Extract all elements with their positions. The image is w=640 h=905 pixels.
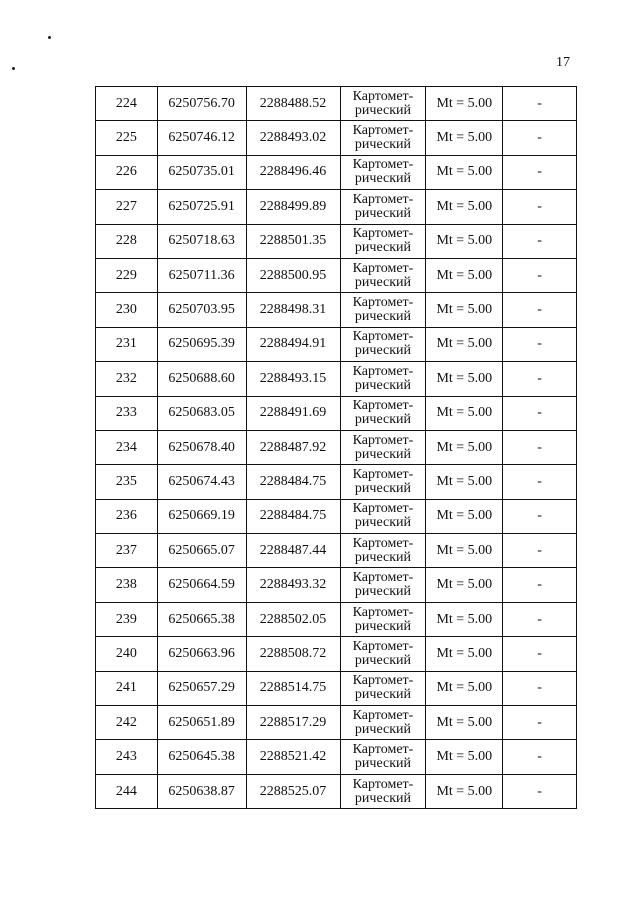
method-text: рический bbox=[354, 309, 412, 325]
point-number-cell: 234 bbox=[96, 430, 158, 464]
y-coordinate-cell: 2288493.15 bbox=[246, 362, 340, 396]
method-text: Картомет- bbox=[352, 501, 414, 517]
accuracy-cell: Mt = 5.00 bbox=[426, 465, 503, 499]
coordinates-table bbox=[95, 86, 577, 809]
method-cell bbox=[340, 121, 426, 155]
y-coordinate-cell: 2288496.46 bbox=[246, 155, 340, 189]
method-text: рический bbox=[354, 480, 412, 496]
x-coordinate-cell: 6250683.05 bbox=[157, 396, 246, 430]
method-text: Картомет- bbox=[352, 260, 414, 276]
note-cell: - bbox=[503, 87, 577, 121]
note-cell: - bbox=[503, 568, 577, 602]
table-row bbox=[96, 671, 577, 705]
y-coordinate-cell: 2288502.05 bbox=[246, 602, 340, 636]
point-number-cell: 237 bbox=[96, 534, 158, 568]
method-text: рический bbox=[354, 446, 412, 462]
method-text: Картомет- bbox=[352, 88, 414, 104]
table-row bbox=[96, 155, 577, 189]
accuracy-cell: Mt = 5.00 bbox=[426, 293, 503, 327]
x-coordinate-cell: 6250746.12 bbox=[157, 121, 246, 155]
x-coordinate-cell: 6250665.07 bbox=[157, 534, 246, 568]
point-number-cell: 244 bbox=[96, 774, 158, 808]
method-cell bbox=[340, 774, 426, 808]
point-number-cell: 236 bbox=[96, 499, 158, 533]
method-text: рический bbox=[354, 171, 412, 187]
x-coordinate-cell: 6250657.29 bbox=[157, 671, 246, 705]
x-coordinate-cell: 6250669.19 bbox=[157, 499, 246, 533]
method-cell bbox=[340, 706, 426, 740]
x-coordinate-cell: 6250651.89 bbox=[157, 706, 246, 740]
y-coordinate-cell: 2288521.42 bbox=[246, 740, 340, 774]
table-row bbox=[96, 258, 577, 292]
method-text: Картомет- bbox=[352, 295, 414, 311]
point-number-cell: 242 bbox=[96, 706, 158, 740]
y-coordinate-cell: 2288487.92 bbox=[246, 430, 340, 464]
method-text: рический bbox=[354, 274, 412, 290]
x-coordinate-cell: 6250735.01 bbox=[157, 155, 246, 189]
method-text: Картомет- bbox=[352, 432, 414, 448]
accuracy-cell: Mt = 5.00 bbox=[426, 121, 503, 155]
method-text: рический bbox=[354, 584, 412, 600]
note-cell: - bbox=[503, 774, 577, 808]
note-cell: - bbox=[503, 465, 577, 499]
note-cell: - bbox=[503, 224, 577, 258]
method-text: рический bbox=[354, 549, 412, 565]
note-cell: - bbox=[503, 362, 577, 396]
method-text: рический bbox=[354, 652, 412, 668]
table-body bbox=[96, 87, 577, 809]
table-row bbox=[96, 87, 577, 121]
table-row bbox=[96, 396, 577, 430]
method-text: Картомет- bbox=[352, 329, 414, 345]
note-cell: - bbox=[503, 602, 577, 636]
method-cell bbox=[340, 534, 426, 568]
y-coordinate-cell: 2288493.02 bbox=[246, 121, 340, 155]
table-row bbox=[96, 224, 577, 258]
x-coordinate-cell: 6250703.95 bbox=[157, 293, 246, 327]
point-number-cell: 226 bbox=[96, 155, 158, 189]
method-cell bbox=[340, 327, 426, 361]
x-coordinate-cell: 6250688.60 bbox=[157, 362, 246, 396]
method-text: рический bbox=[354, 205, 412, 221]
method-cell bbox=[340, 190, 426, 224]
x-coordinate-cell: 6250663.96 bbox=[157, 637, 246, 671]
note-cell: - bbox=[503, 637, 577, 671]
x-coordinate-cell: 6250725.91 bbox=[157, 190, 246, 224]
scan-speck bbox=[12, 67, 15, 70]
accuracy-cell: Mt = 5.00 bbox=[426, 602, 503, 636]
point-number-cell: 232 bbox=[96, 362, 158, 396]
note-cell: - bbox=[503, 293, 577, 327]
y-coordinate-cell: 2288525.07 bbox=[246, 774, 340, 808]
point-number-cell: 231 bbox=[96, 327, 158, 361]
point-number-cell: 233 bbox=[96, 396, 158, 430]
method-text: Картомет- bbox=[352, 638, 414, 654]
x-coordinate-cell: 6250756.70 bbox=[157, 87, 246, 121]
method-cell bbox=[340, 637, 426, 671]
method-text: Картомет- bbox=[352, 570, 414, 586]
method-text: рический bbox=[354, 240, 412, 256]
y-coordinate-cell: 2288494.91 bbox=[246, 327, 340, 361]
x-coordinate-cell: 6250695.39 bbox=[157, 327, 246, 361]
method-text: Картомет- bbox=[352, 535, 414, 551]
note-cell: - bbox=[503, 740, 577, 774]
accuracy-cell: Mt = 5.00 bbox=[426, 568, 503, 602]
point-number-cell: 235 bbox=[96, 465, 158, 499]
page-number: 17 bbox=[556, 55, 570, 70]
point-number-cell: 224 bbox=[96, 87, 158, 121]
x-coordinate-cell: 6250674.43 bbox=[157, 465, 246, 499]
table-row bbox=[96, 637, 577, 671]
accuracy-cell: Mt = 5.00 bbox=[426, 362, 503, 396]
note-cell: - bbox=[503, 499, 577, 533]
note-cell: - bbox=[503, 396, 577, 430]
method-cell bbox=[340, 155, 426, 189]
method-cell bbox=[340, 362, 426, 396]
method-text: рический bbox=[354, 102, 412, 118]
x-coordinate-cell: 6250665.38 bbox=[157, 602, 246, 636]
method-text: рический bbox=[354, 687, 412, 703]
accuracy-cell: Mt = 5.00 bbox=[426, 534, 503, 568]
method-text: Картомет- bbox=[352, 398, 414, 414]
method-text: Картомет- bbox=[352, 226, 414, 242]
accuracy-cell: Mt = 5.00 bbox=[426, 499, 503, 533]
x-coordinate-cell: 6250638.87 bbox=[157, 774, 246, 808]
y-coordinate-cell: 2288484.75 bbox=[246, 465, 340, 499]
point-number-cell: 228 bbox=[96, 224, 158, 258]
method-cell bbox=[340, 430, 426, 464]
accuracy-cell: Mt = 5.00 bbox=[426, 258, 503, 292]
method-cell bbox=[340, 258, 426, 292]
y-coordinate-cell: 2288500.95 bbox=[246, 258, 340, 292]
accuracy-cell: Mt = 5.00 bbox=[426, 706, 503, 740]
accuracy-cell: Mt = 5.00 bbox=[426, 637, 503, 671]
accuracy-cell: Mt = 5.00 bbox=[426, 190, 503, 224]
y-coordinate-cell: 2288501.35 bbox=[246, 224, 340, 258]
note-cell: - bbox=[503, 121, 577, 155]
note-cell: - bbox=[503, 706, 577, 740]
method-text: рический bbox=[354, 412, 412, 428]
method-text: рический bbox=[354, 618, 412, 634]
point-number-cell: 238 bbox=[96, 568, 158, 602]
note-cell: - bbox=[503, 190, 577, 224]
method-text: Картомет- bbox=[352, 157, 414, 173]
point-number-cell: 240 bbox=[96, 637, 158, 671]
point-number-cell: 225 bbox=[96, 121, 158, 155]
method-text: рический bbox=[354, 343, 412, 359]
table-row bbox=[96, 706, 577, 740]
note-cell: - bbox=[503, 430, 577, 464]
method-text: рический bbox=[354, 377, 412, 393]
y-coordinate-cell: 2288498.31 bbox=[246, 293, 340, 327]
method-cell bbox=[340, 396, 426, 430]
table-row bbox=[96, 430, 577, 464]
method-cell bbox=[340, 224, 426, 258]
accuracy-cell: Mt = 5.00 bbox=[426, 774, 503, 808]
point-number-cell: 243 bbox=[96, 740, 158, 774]
method-text: Картомет- bbox=[352, 466, 414, 482]
point-number-cell: 227 bbox=[96, 190, 158, 224]
table-row bbox=[96, 327, 577, 361]
method-text: Картомет- bbox=[352, 707, 414, 723]
x-coordinate-cell: 6250645.38 bbox=[157, 740, 246, 774]
note-cell: - bbox=[503, 671, 577, 705]
point-number-cell: 239 bbox=[96, 602, 158, 636]
y-coordinate-cell: 2288491.69 bbox=[246, 396, 340, 430]
accuracy-cell: Mt = 5.00 bbox=[426, 671, 503, 705]
accuracy-cell: Mt = 5.00 bbox=[426, 430, 503, 464]
table-row bbox=[96, 190, 577, 224]
method-cell bbox=[340, 671, 426, 705]
method-text: Картомет- bbox=[352, 363, 414, 379]
method-cell bbox=[340, 465, 426, 499]
method-cell bbox=[340, 740, 426, 774]
table-row bbox=[96, 293, 577, 327]
table-row bbox=[96, 534, 577, 568]
x-coordinate-cell: 6250711.36 bbox=[157, 258, 246, 292]
y-coordinate-cell: 2288484.75 bbox=[246, 499, 340, 533]
point-number-cell: 229 bbox=[96, 258, 158, 292]
note-cell: - bbox=[503, 327, 577, 361]
method-cell bbox=[340, 87, 426, 121]
table-row bbox=[96, 121, 577, 155]
y-coordinate-cell: 2288488.52 bbox=[246, 87, 340, 121]
method-text: рический bbox=[354, 756, 412, 772]
y-coordinate-cell: 2288499.89 bbox=[246, 190, 340, 224]
table-row bbox=[96, 568, 577, 602]
method-text: рический bbox=[354, 721, 412, 737]
method-text: рический bbox=[354, 137, 412, 153]
method-cell bbox=[340, 293, 426, 327]
point-number-cell: 230 bbox=[96, 293, 158, 327]
table-row bbox=[96, 774, 577, 808]
note-cell: - bbox=[503, 534, 577, 568]
accuracy-cell: Mt = 5.00 bbox=[426, 87, 503, 121]
x-coordinate-cell: 6250664.59 bbox=[157, 568, 246, 602]
x-coordinate-cell: 6250678.40 bbox=[157, 430, 246, 464]
table-row bbox=[96, 499, 577, 533]
method-text: Картомет- bbox=[352, 742, 414, 758]
table-row bbox=[96, 602, 577, 636]
note-cell: - bbox=[503, 258, 577, 292]
point-number-cell: 241 bbox=[96, 671, 158, 705]
method-text: Картомет- bbox=[352, 604, 414, 620]
method-cell bbox=[340, 602, 426, 636]
accuracy-cell: Mt = 5.00 bbox=[426, 327, 503, 361]
method-text: рический bbox=[354, 515, 412, 531]
y-coordinate-cell: 2288517.29 bbox=[246, 706, 340, 740]
y-coordinate-cell: 2288514.75 bbox=[246, 671, 340, 705]
method-text: Картомет- bbox=[352, 673, 414, 689]
method-cell bbox=[340, 499, 426, 533]
y-coordinate-cell: 2288508.72 bbox=[246, 637, 340, 671]
accuracy-cell: Mt = 5.00 bbox=[426, 396, 503, 430]
accuracy-cell: Mt = 5.00 bbox=[426, 740, 503, 774]
method-cell bbox=[340, 568, 426, 602]
table-row bbox=[96, 465, 577, 499]
y-coordinate-cell: 2288487.44 bbox=[246, 534, 340, 568]
scan-speck bbox=[48, 36, 51, 39]
method-text: Картомет- bbox=[352, 191, 414, 207]
y-coordinate-cell: 2288493.32 bbox=[246, 568, 340, 602]
accuracy-cell: Mt = 5.00 bbox=[426, 224, 503, 258]
x-coordinate-cell: 6250718.63 bbox=[157, 224, 246, 258]
table-row bbox=[96, 362, 577, 396]
table-row bbox=[96, 740, 577, 774]
method-text: рический bbox=[354, 790, 412, 806]
method-text: Картомет- bbox=[352, 776, 414, 792]
accuracy-cell: Mt = 5.00 bbox=[426, 155, 503, 189]
note-cell: - bbox=[503, 155, 577, 189]
method-text: Картомет- bbox=[352, 123, 414, 139]
